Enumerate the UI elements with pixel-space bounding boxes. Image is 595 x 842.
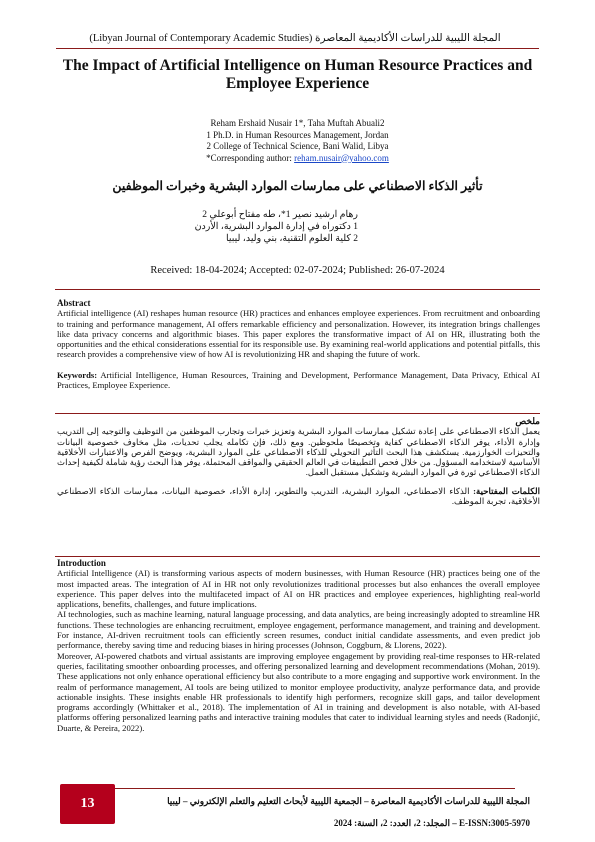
- corresponding-author: [60, 153, 535, 165]
- authors-ar: رهام ارشيد نصير 1*، طه مفتاح أبوعلي 2: [202, 210, 358, 220]
- keywords-text: Artificial Intelligence, Human Resources, Training and Development, Performance Management, Data Privacy, Ethical AI Practices, Employee Experience.: [57, 369, 540, 391]
- paper-title-en: The Impact of Artificial Intelligence on Human Resource Practices and Employee Experience: [62, 57, 533, 92]
- arabic-keywords-text: الذكاء الاصطناعي، الموارد البشرية، التدريب والتطوير، إدارة الأداء، خصوصية البيانات، ممارسات الذكاء الاصطناعي الأخلاقية، تجربة الموظف.: [57, 485, 540, 507]
- affiliation-1: 1 Ph.D. in Human Resources Management, Jordan: [206, 129, 389, 140]
- abstract-section: [57, 298, 540, 390]
- introduction-heading: Introduction: [57, 558, 106, 568]
- keywords-line: [57, 370, 540, 391]
- page-number-badge: 13: [60, 784, 115, 824]
- introduction-paragraph-3: Moreover, AI-powered chatbots and virtual assistants are improving employee engagement by providing real-time responses to HR-related queries, facilitating smoother onboarding processes, and offering personalized learning and development recommendations (Mohan, 2019). These applications not only enhance operational efficiency but also contribute to a more engaging and supportive work environment. In the realm of performance management, AI tools are being utilized to monitor employee productivity, analyze performance data, and provide actionable insights. These insights enable HR professionals to identify high performers, recognize skill gaps, and tailor development programs accordingly (Whittaker et al., 2018). The implementation of AI in training and development is also notable, with AI-based platforms offering personalized learning paths and interactive training modules that cater to individual learning styles and needs (Radonjić, Duarte, & Pereira, 2022).: [57, 650, 540, 733]
- footer-journal-line: المجلة الليبية للدراسات الأكاديمية المعاصرة – الجمعية الليبية لأبحاث التعليم والتعلم الإلكتروني – ليبيا: [167, 796, 530, 806]
- affiliation-2: 2 College of Technical Science, Bani Walid, Libya: [206, 141, 389, 151]
- authors-block-ar: [118, 209, 358, 245]
- footer-divider: [60, 788, 515, 789]
- introduction-paragraph-2: AI technologies, such as machine learning, natural language processing, and data analytics, are being increasingly adopted to streamline HR functions. These technologies are enhancing recruitment, employee engagement, performance management, and training and development. For instance, AI-driven recruitment tools can efficiently screen resumes, conduct initial candidate assessments, and even predict job performance, thereby saving time and reducing biases in hiring processes (Johnson, Coggburn, & Llorens, 2022).: [57, 609, 540, 651]
- abstract-text: Artificial intelligence (AI) reshapes human resource (HR) practices and enhances employee experiences. From recruitment and onboarding to training and performance management, AI offers remarkable efficiency and personalization. However, its integration brings challenges like data privacy concerns and algorithmic biases. This paper explores the transformative impact of AI on HR, illustrating both the opportunities and the ethical considerations essential for its responsible use. By examining real-world applications and potential pitfalls, this research provides a comprehensive view of how AI is revolutionizing HR and shaping the future of work.: [57, 308, 540, 360]
- introduction-paragraph-1: Artificial Intelligence (AI) is transforming various aspects of modern businesses, with Human Resource (HR) practices being one of the most impacted areas. The integration of AI in HR not only revolutionizes traditional processes but also enhances the overall employee experience. This paper delves into the multifaceted impact of AI on HR practices and employee experiences, highlighting real-world applications, benefits, challenges, and future implications.: [57, 568, 540, 610]
- publication-dates: Received: 18-04-2024; Accepted: 02-07-2024; Published: 26-07-2024: [150, 265, 445, 276]
- arabic-abstract-section: [57, 416, 540, 506]
- abstract-divider: [55, 413, 540, 414]
- arabic-keywords-label: الكلمات المفتاحية:: [473, 485, 540, 496]
- keywords-label: Keywords:: [57, 369, 98, 380]
- affiliation-ar-2: 2 كلية العلوم التقنية، بني وليد، ليبيا: [226, 234, 358, 244]
- arabic-abstract-divider: [55, 556, 540, 557]
- abstract-heading: Abstract: [57, 298, 91, 308]
- corresponding-label: *Corresponding author:: [206, 152, 292, 163]
- authors-en: Reham Ershaid Nusair 1*, Taha Muftah Abuali2: [210, 118, 385, 128]
- corresponding-email-link[interactable]: reham.nusair@yahoo.com: [294, 152, 389, 163]
- affiliation-ar-1: 1 دكتوراه في إدارة الموارد البشرية، الأردن: [194, 222, 358, 232]
- journal-header: المجلة الليبية للدراسات الأكاديمية المعاصرة (Libyan Journal of Contemporary Academic Studies): [89, 33, 501, 44]
- footer-issn-line: E-ISSN:3005-5970 – المجلد: 2، العدد: 2، السنة: 2024: [333, 818, 530, 828]
- introduction-section: [57, 558, 540, 733]
- arabic-abstract-heading: ملخص: [515, 416, 540, 426]
- title-divider: [55, 289, 540, 290]
- paper-title-ar: تأثير الذكاء الاصطناعي على ممارسات الموارد البشرية وخبرات الموظفين: [112, 179, 483, 193]
- authors-block-en: [60, 118, 535, 164]
- arabic-keywords-line: [57, 486, 540, 507]
- arabic-abstract-text: يعمل الذكاء الاصطناعي على إعادة تشكيل ممارسات الموارد البشرية وتعزيز خبرات وتجارب الموظفين من التوظيف والتوجيه إلى التدريب وإدارة الأداء، يوفر الذكاء الاصطناعي كفاية وتخصيصًا ملحوظين. ومع ذلك، فإن تكامله يجلب تحديات، مثل مخاوف خصوصية البيانات والتحيزات الخوارزمية. يستكشف هذا البحث التأثير التحويلي للذكاء الاصطناعي على الموارد البشرية، ويوضح الفرص والاعتبارات الأخلاقية الأساسية لاستخدامه المسؤول. من خلال فحص التطبيقات في العالم الحقيقي والمواقف المحتملة، يوفر هذا البحث رؤية شاملة لكيفية إحداث الذكاء الاصطناعي ثورة في الموارد البشرية وتشكيل مستقبل العمل.: [57, 426, 540, 478]
- header-divider: [56, 48, 539, 49]
